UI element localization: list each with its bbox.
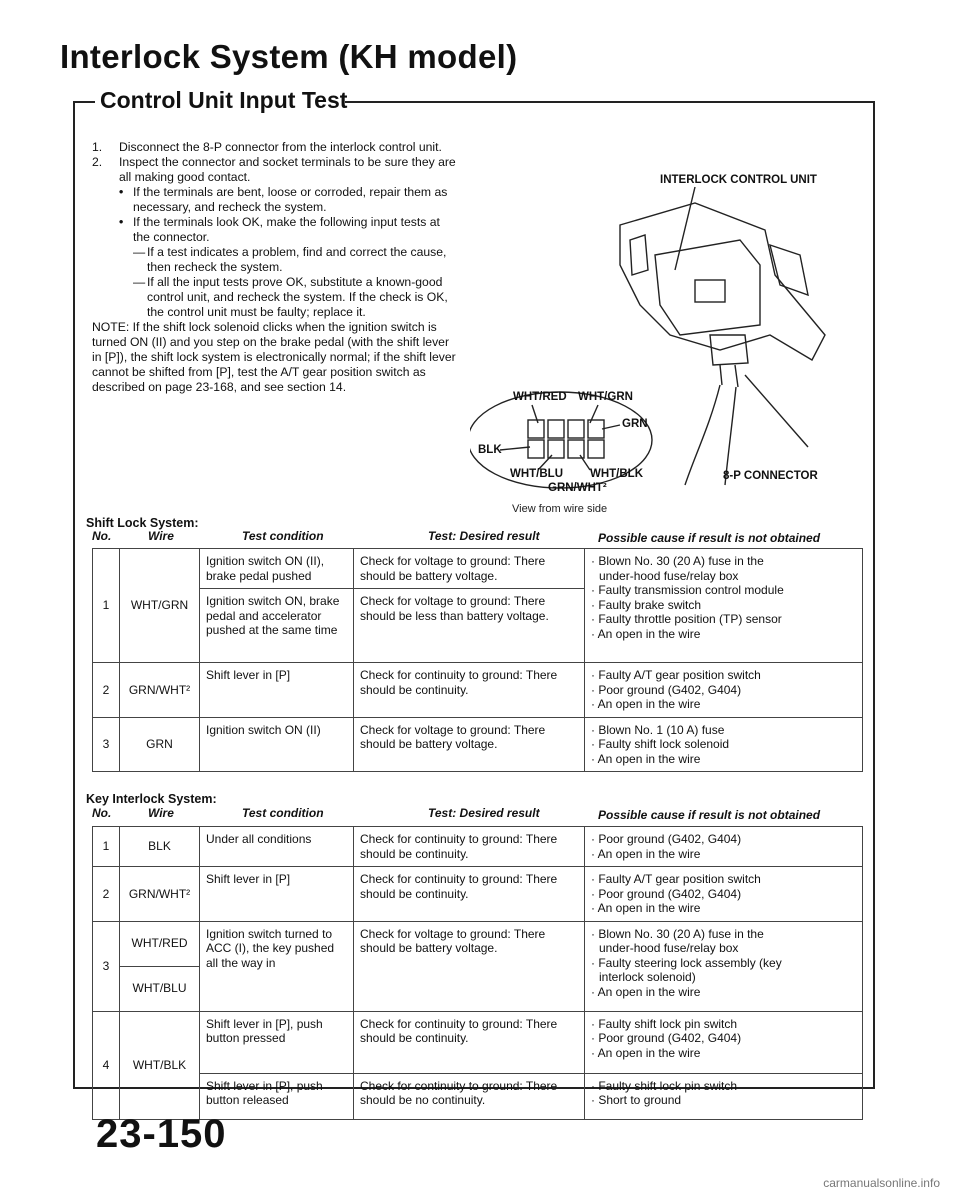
table-row: 3 GRN Ignition switch ON (II) Check for voltage to ground: There should be battery voltage. · Blown No. 1 (10 A) fuse · Faulty shift lock solenoid · An open in the wire bbox=[93, 717, 863, 772]
connector-diagram bbox=[470, 185, 865, 495]
pin-label-grn-wht: GRN/WHT² bbox=[548, 482, 607, 494]
table-row: Ignition switch ON, brake pedal and accelerator pushed at the same time Check for voltage to ground: There should be less than battery voltage. bbox=[93, 589, 863, 663]
table-row: Shift lever in [P], push button released Check for continuity to ground: There should be no continuity. · Faulty shift lock pin switch · Short to ground bbox=[93, 1073, 863, 1119]
shift-lock-table bbox=[92, 548, 863, 772]
step-2-bullet-2: • If the terminals look OK, make the following input tests at the connector. bbox=[119, 215, 440, 244]
key-interlock-label: Key Interlock System: bbox=[86, 792, 217, 806]
shift-lock-label: Shift Lock System: bbox=[86, 516, 199, 530]
hdr-condition: Test condition bbox=[242, 529, 324, 543]
hdr-no: No. bbox=[92, 529, 112, 543]
section-title: Control Unit Input Test bbox=[100, 87, 348, 113]
table-row: 3 WHT/RED Ignition switch turned to ACC (I), the key pushed all the way in Check for voltage to ground: There should be battery voltage. · Blown No. 30 (20 A) fuse in the under-hood fuse/relay box · Faulty steering lock assembly (key interlock solenoid) · An open in the wire bbox=[93, 921, 863, 966]
hdr-no-2: No. bbox=[92, 806, 112, 820]
hdr-desired-2: Test: Desired result bbox=[428, 806, 540, 820]
connector-plug bbox=[710, 335, 748, 365]
hdr-wire-2: Wire bbox=[148, 806, 174, 820]
pin-label-wht-blk: WHT/BLK bbox=[590, 468, 644, 480]
control-unit-outline bbox=[620, 203, 825, 360]
step-2-dash-1: — If a test indicates a problem, find and correct the cause, then recheck the system. bbox=[133, 245, 447, 274]
connector-label: 8-P CONNECTOR bbox=[723, 470, 818, 482]
procedure-steps bbox=[92, 140, 457, 395]
unit-socket bbox=[695, 280, 725, 302]
pin-label-blk: BLK bbox=[478, 444, 502, 456]
pin-label-grn: GRN bbox=[622, 418, 648, 430]
table-row: 4 WHT/BLK Shift lever in [P], push button pressed Check for continuity to ground: There should be continuity. · Faulty shift lock pin switch · Poor ground (G402, G404) · An open in the wire bbox=[93, 1011, 863, 1073]
page-number: 23-150 bbox=[96, 1112, 227, 1156]
step-2: 2. Inspect the connector and socket terminals to be sure they are all making good contact. bbox=[92, 155, 456, 184]
key-interlock-table bbox=[92, 826, 863, 1120]
table-row: WHT/BLU bbox=[93, 966, 863, 1011]
step-1: 1. Disconnect the 8-P connector from the interlock control unit. bbox=[92, 140, 442, 154]
note: NOTE: If the shift lock solenoid clicks when the ignition switch is turned ON (II) and you step on the brake pedal (with the shift lever in [P]), the shift lock system is electronically normal; if the shift lever cannot be shifted from [P], test the A/T gear position switch as described on page 23-168, and see section 14. bbox=[92, 320, 456, 394]
hdr-desired: Test: Desired result bbox=[428, 529, 540, 543]
pin-label-wht-grn: WHT/GRN bbox=[578, 391, 633, 403]
unit-label: INTERLOCK CONTROL UNIT bbox=[660, 174, 817, 186]
connector-leader-line bbox=[745, 375, 808, 447]
figure-caption: View from wire side bbox=[512, 503, 608, 515]
hdr-condition-2: Test condition bbox=[242, 806, 324, 820]
table-row: 1 WHT/GRN Ignition switch ON (II), brake pedal pushed Check for voltage to ground: There should be battery voltage. · Blown No. 30 (20 A) fuse in the under-hood fuse/relay box · Faulty transmission control module · Faulty brake switch · Faulty throttle position (TP) sensor · An open in the wire bbox=[93, 549, 863, 589]
hdr-wire: Wire bbox=[148, 529, 174, 543]
table-row: 1 BLK Under all conditions Check for continuity to ground: There should be continuity. · Poor ground (G402, G404) · An open in the wire bbox=[93, 827, 863, 867]
unit-leader-line bbox=[675, 187, 695, 270]
step-2-bullet-1: • If the terminals are bent, loose or corroded, repair them as necessary, and recheck the system. bbox=[119, 185, 448, 214]
step-2-dash-2: — If all the input tests prove OK, substitute a known-good control unit, and recheck the system. If the check is OK, the control unit must be faulty; replace it. bbox=[133, 275, 448, 319]
page-title: Interlock System (KH model) bbox=[60, 38, 518, 75]
table-row: 2 GRN/WHT² Shift lever in [P] Check for continuity to ground: There should be continuity. · Faulty A/T gear position switch · Poor ground (G402, G404) · An open in the wire bbox=[93, 663, 863, 718]
harness-wire-1 bbox=[685, 385, 720, 485]
hdr-cause-2: Possible cause if result is not obtained bbox=[598, 808, 821, 822]
pin-label-wht-blu: WHT/BLU bbox=[510, 468, 564, 480]
control-unit-face bbox=[655, 240, 760, 335]
watermark: carmanualsonline.info bbox=[823, 1176, 940, 1190]
hdr-cause: Possible cause if result is not obtained bbox=[598, 531, 821, 545]
table-row: 2 GRN/WHT² Shift lever in [P] Check for continuity to ground: There should be continuity. · Faulty A/T gear position switch · Poor ground (G402, G404) · An open in the wire bbox=[93, 867, 863, 922]
pin-label-wht-red: WHT/RED bbox=[513, 391, 567, 403]
